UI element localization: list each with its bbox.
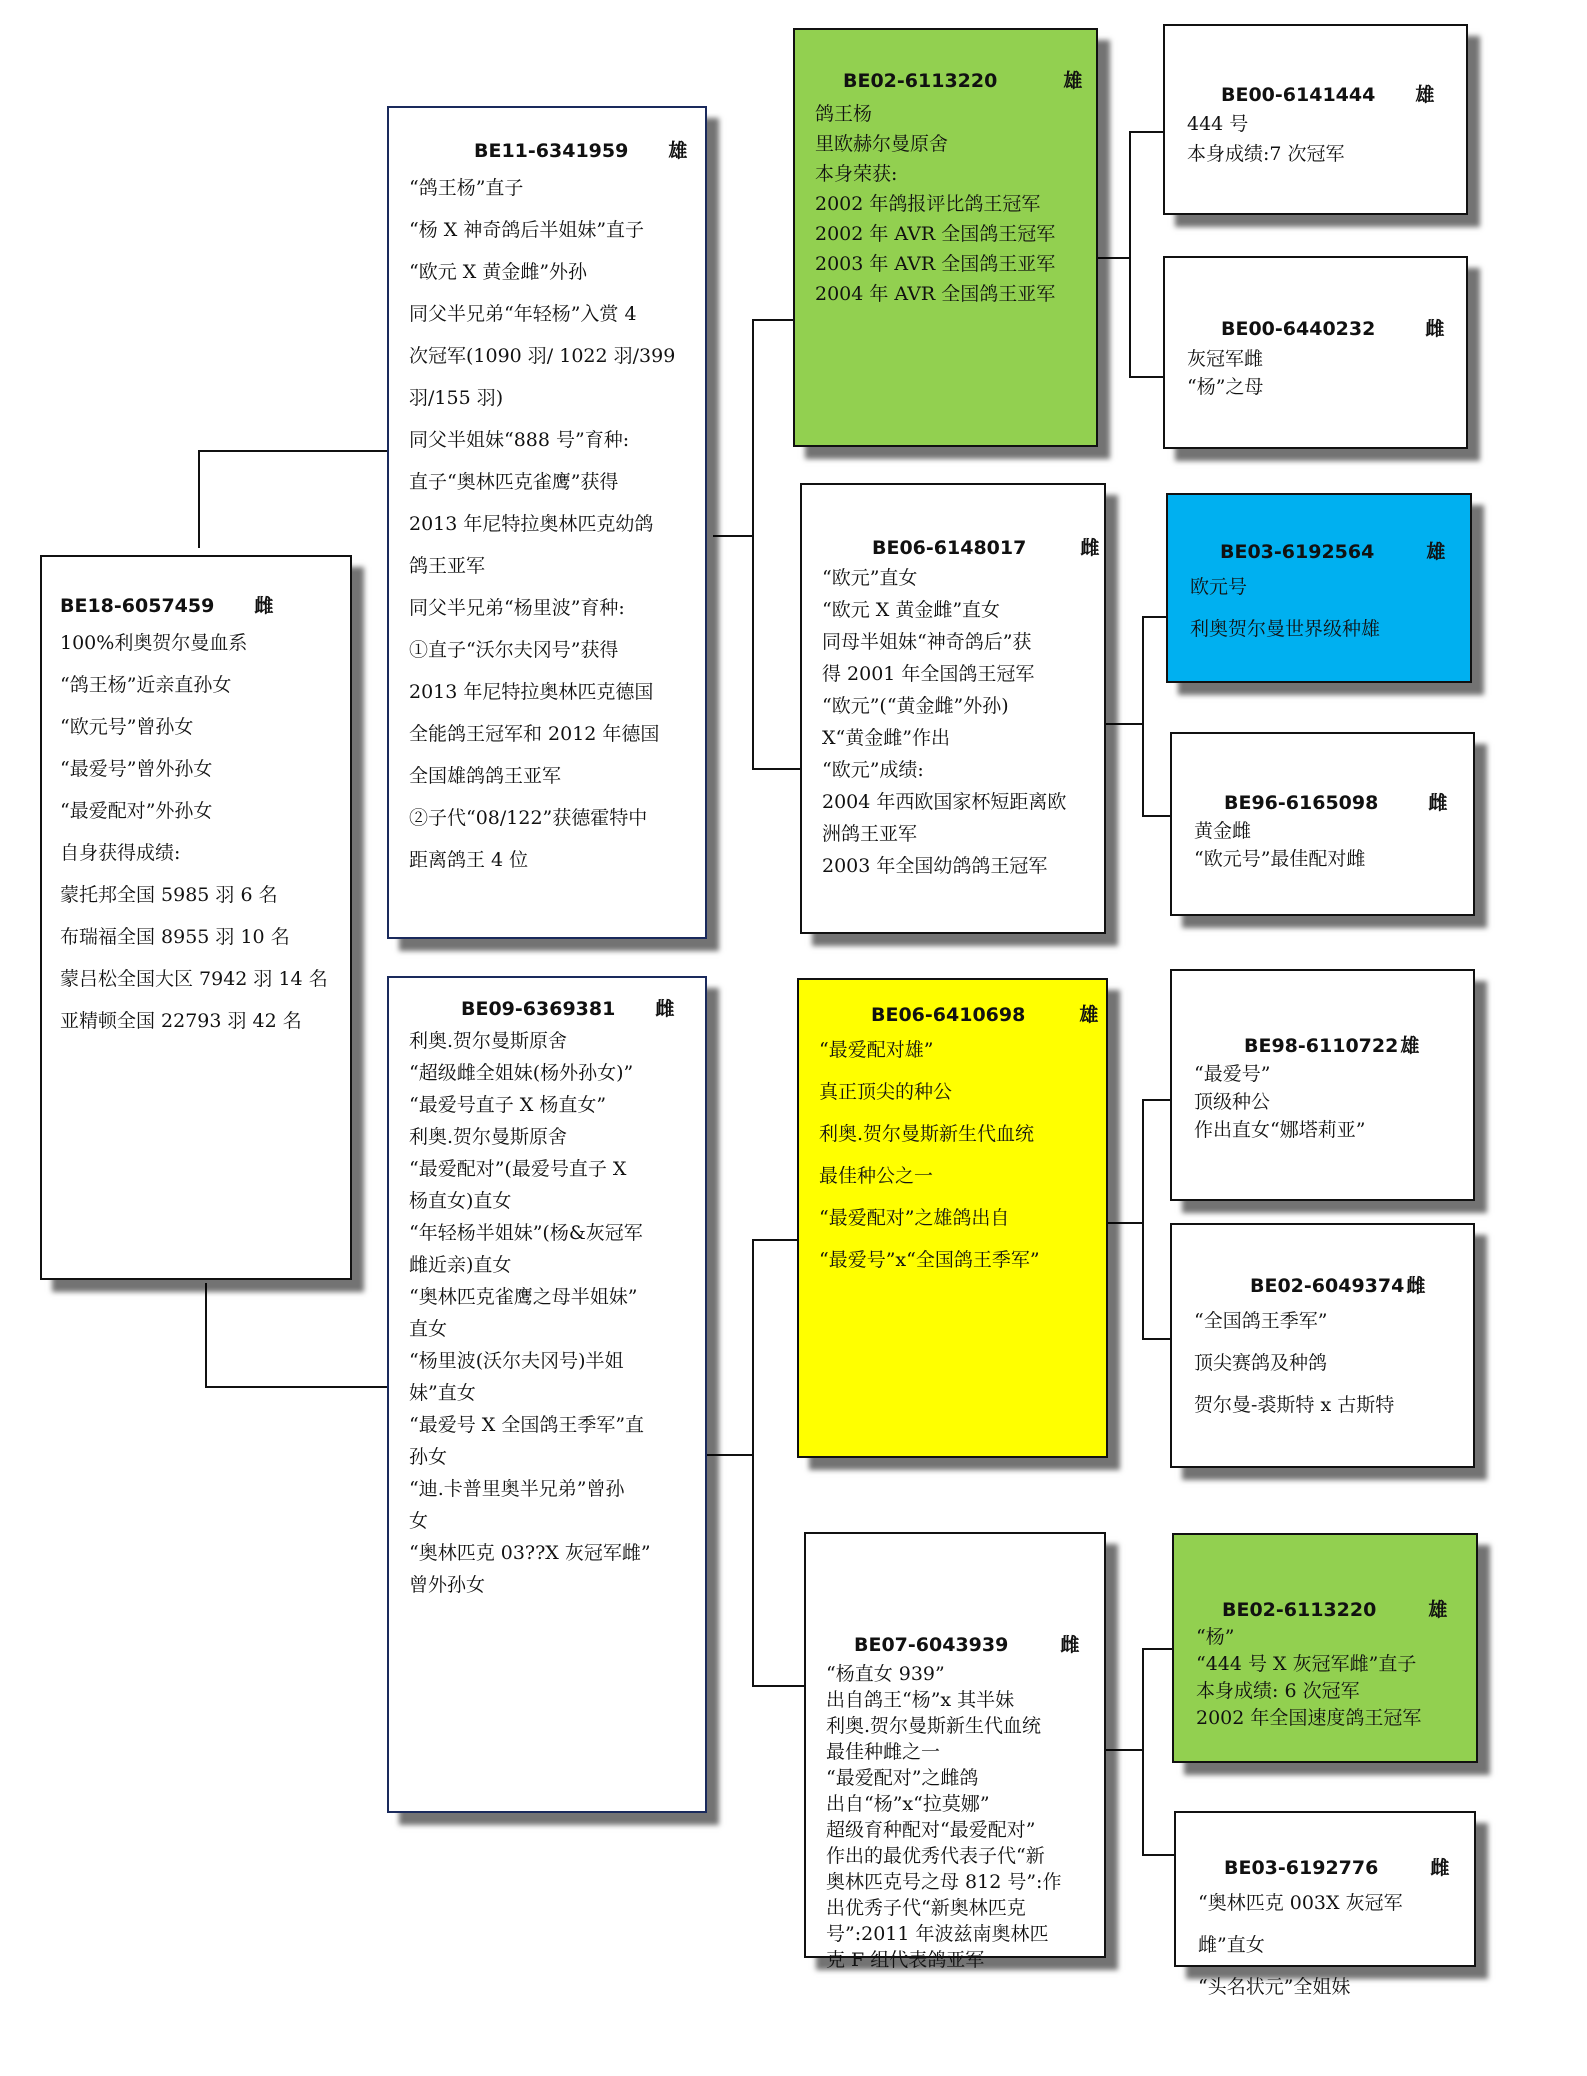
- dam-sire-id: BE06-6410698: [871, 1004, 1026, 1026]
- ssd-sex: 雌: [1425, 318, 1445, 340]
- detail-line: “最爱配对”之雌鸽: [826, 1767, 979, 1789]
- detail-line: 鸽王亚军: [409, 555, 486, 577]
- detail-line: 奥林匹克号之母 812 号”:作: [826, 1871, 1062, 1893]
- ssd-header: [1187, 314, 1466, 341]
- detail-line: “欧元号”最佳配对雌: [1194, 848, 1366, 870]
- detail-line: 利奥.贺尔曼斯新生代血统: [819, 1123, 1035, 1145]
- dss-sex: 雄: [1400, 1035, 1420, 1057]
- detail-line: “欧元 X 黄金雌”外孙: [409, 261, 588, 283]
- dam-sire-details: [819, 1027, 1106, 1281]
- dam-sire-header: [819, 1000, 1106, 1027]
- detail-line: 2013 年尼特拉奥林匹克德国: [409, 681, 654, 703]
- detail-line: 得 2001 年全国鸽王冠军: [822, 663, 1035, 685]
- detail-line: “欧元号”曾孙女: [60, 716, 194, 738]
- detail-line: 直女: [409, 1318, 448, 1340]
- sds-id: BE03-6192564: [1220, 541, 1375, 563]
- detail-line: “鸽王杨”近亲直孙女: [60, 674, 232, 696]
- detail-line: “最爱配对雄”: [819, 1039, 934, 1061]
- detail-line: “杨”: [1196, 1626, 1235, 1648]
- detail-line: 克 F 组代表鸽亚军: [826, 1949, 985, 1971]
- sire-card[interactable]: [387, 106, 707, 939]
- sss-details: [1187, 107, 1466, 169]
- detail-line: “444 号 X 灰冠军雌”直子: [1196, 1653, 1417, 1675]
- dss-header: [1194, 1031, 1473, 1058]
- detail-line: 雌近亲)直女: [409, 1254, 512, 1276]
- detail-line: “杨里波(沃尔夫冈号)半姐: [409, 1350, 624, 1372]
- sss-header: [1187, 80, 1466, 107]
- ddd-id: BE03-6192776: [1224, 1857, 1379, 1879]
- sire-sire-id: BE02-6113220: [843, 70, 998, 92]
- sire-dam-sex: 雌: [1080, 537, 1100, 559]
- dam-dam-sex: 雌: [1060, 1634, 1080, 1656]
- dam-sire-sex: 雄: [1079, 1004, 1099, 1026]
- detail-line: 灰冠军雌: [1187, 348, 1264, 370]
- dss-card[interactable]: [1170, 969, 1475, 1201]
- detail-line: “奥林匹克 003X 灰冠军: [1198, 1892, 1403, 1914]
- detail-line: “杨直女 939”: [826, 1663, 945, 1685]
- sss-card[interactable]: [1163, 24, 1468, 215]
- subject-id: BE18-6057459: [60, 595, 215, 617]
- detail-line: X“黄金雌”作出: [822, 727, 950, 749]
- sire-id: BE11-6341959: [474, 140, 629, 162]
- sds-sex: 雄: [1426, 541, 1446, 563]
- detail-line: 顶级种公: [1194, 1091, 1271, 1113]
- detail-line: “欧元 X 黄金雌”直女: [822, 599, 1001, 621]
- detail-line: “最爱号直子 X 杨直女”: [409, 1094, 607, 1116]
- dsd-details: [1194, 1298, 1473, 1426]
- detail-line: 作出直女“娜塔莉亚”: [1194, 1119, 1366, 1141]
- subject-header: [60, 591, 350, 618]
- sire-header: [409, 136, 705, 163]
- detail-line: “最爱配对”之雄鸽出自: [819, 1207, 1010, 1229]
- detail-line: 全国雄鸽鸽王亚军: [409, 765, 562, 787]
- detail-line: “奥林匹克雀鹰之母半姐妹”: [409, 1286, 638, 1308]
- detail-line: 作出的最优秀代表子代“新: [826, 1845, 1045, 1867]
- detail-line: “鸽王杨”直子: [409, 177, 524, 199]
- sire-details: [409, 163, 705, 881]
- dsd-card[interactable]: [1170, 1223, 1475, 1468]
- dsd-header: [1194, 1271, 1473, 1298]
- detail-line: 里欧赫尔曼原舍: [815, 133, 949, 155]
- detail-line: “杨 X 神奇鸽后半姐妹”直子: [409, 219, 645, 241]
- detail-line: 亚精顿全国 22793 羽 42 名: [60, 1010, 302, 1032]
- sdd-id: BE96-6165098: [1224, 792, 1379, 814]
- subject-details: [60, 618, 350, 1042]
- sire-dam-id: BE06-6148017: [872, 537, 1027, 559]
- detail-line: 出优秀子代“新奥林匹克: [826, 1897, 1026, 1919]
- ssd-details: [1187, 341, 1466, 401]
- detail-line: 鸽王杨: [815, 103, 873, 125]
- detail-line: 同父半姐妹“888 号”育种:: [409, 429, 630, 451]
- detail-line: 2004 年西欧国家杯短距离欧: [822, 791, 1067, 813]
- detail-line: 本身荣获:: [815, 163, 898, 185]
- detail-line: “欧元”(“黄金雌”外孙): [822, 695, 1009, 717]
- detail-line: 曾外孙女: [409, 1574, 486, 1596]
- sss-id: BE00-6141444: [1221, 84, 1376, 106]
- detail-line: “超级雌全姐妹(杨外孙女)”: [409, 1062, 634, 1084]
- detail-line: 本身成绩:7 次冠军: [1187, 143, 1345, 165]
- detail-line: 2003 年 AVR 全国鸽王亚军: [815, 253, 1056, 275]
- dam-sex: 雌: [655, 998, 675, 1020]
- sire-sire-details: [815, 93, 1096, 309]
- dam-dam-details: [826, 1657, 1104, 1973]
- detail-line: “最爱号”: [1194, 1063, 1271, 1085]
- dam-dam-id: BE07-6043939: [854, 1634, 1009, 1656]
- dss-details: [1194, 1058, 1473, 1144]
- detail-line: “最爱配对”外孙女: [60, 800, 213, 822]
- detail-line: 2002 年鸽报评比鸽王冠军: [815, 193, 1041, 215]
- dds-id: BE02-6113220: [1222, 1599, 1377, 1621]
- detail-line: 真正顶尖的种公: [819, 1081, 953, 1103]
- sire-dam-details: [822, 560, 1104, 882]
- sdd-header: [1194, 788, 1473, 815]
- detail-line: 距离鸽王 4 位: [409, 849, 529, 871]
- detail-line: 全能鸽王冠军和 2012 年德国: [409, 723, 660, 745]
- detail-line: 顶尖赛鸽及种鸽: [1194, 1352, 1328, 1374]
- detail-line: 利奥贺尔曼世界级种雄: [1190, 618, 1381, 640]
- detail-line: 蒙托邦全国 5985 羽 6 名: [60, 884, 278, 906]
- detail-line: 2003 年全国幼鸽鸽王冠军: [822, 855, 1048, 877]
- sire-sire-header: [815, 66, 1096, 93]
- detail-line: 利奥.贺尔曼斯原舍: [409, 1030, 568, 1052]
- dam-header: [409, 994, 705, 1021]
- dsd-id: BE02-6049374: [1250, 1275, 1405, 1297]
- ssd-id: BE00-6440232: [1221, 318, 1376, 340]
- detail-line: “年轻杨半姐妹”(杨&灰冠军: [409, 1222, 643, 1244]
- sire-dam-card[interactable]: [800, 483, 1106, 934]
- sdd-details: [1194, 815, 1473, 873]
- detail-line: 羽/155 羽): [409, 387, 504, 409]
- detail-line: 同父半兄弟“杨里波”育种:: [409, 597, 625, 619]
- detail-line: “欧元”直女: [822, 567, 918, 589]
- sds-card[interactable]: [1166, 493, 1472, 683]
- subject-sex: 雌: [254, 595, 274, 617]
- detail-line: 欧元号: [1190, 576, 1248, 598]
- dam-details: [409, 1021, 705, 1601]
- ddd-header: [1198, 1853, 1474, 1880]
- ddd-sex: 雌: [1430, 1857, 1450, 1879]
- detail-line: ②子代“08/122”获德霍特中: [409, 807, 648, 829]
- detail-line: “欧元”成绩:: [822, 759, 924, 781]
- detail-line: ①直子“沃尔夫冈号”获得: [409, 639, 619, 661]
- detail-line: 女: [409, 1510, 429, 1532]
- detail-line: 本身成绩: 6 次冠军: [1196, 1680, 1360, 1702]
- ssd-card[interactable]: [1163, 256, 1468, 449]
- detail-line: 出自“杨”x“拉莫娜”: [826, 1793, 990, 1815]
- detail-line: 直子“奥林匹克雀鹰”获得: [409, 471, 619, 493]
- detail-line: 444 号: [1187, 113, 1249, 135]
- detail-line: 利奥.贺尔曼斯原舍: [409, 1126, 568, 1148]
- dam-dam-card[interactable]: [804, 1532, 1106, 1971]
- sss-sex: 雄: [1415, 84, 1435, 106]
- detail-line: 次冠军(1090 羽/ 1022 羽/399: [409, 345, 676, 367]
- detail-line: “最爱号 X 全国鸽王季军”直: [409, 1414, 645, 1436]
- detail-line: 同父半兄弟“年轻杨”入赏 4: [409, 303, 637, 325]
- sire-sex: 雄: [668, 140, 688, 162]
- detail-line: 超级育种配对“最爱配对”: [826, 1819, 1036, 1841]
- ddd-card[interactable]: [1174, 1811, 1476, 1998]
- dds-header: [1196, 1595, 1476, 1622]
- detail-line: 妹”直女: [409, 1382, 476, 1404]
- dsd-sex: 雌: [1406, 1275, 1426, 1297]
- sdd-card[interactable]: [1170, 732, 1475, 916]
- detail-line: “全国鸽王季军”: [1194, 1310, 1328, 1332]
- detail-line: 自身获得成绩:: [60, 842, 181, 864]
- detail-line: 雌”直女: [1198, 1934, 1265, 1956]
- detail-line: “最爱号”曾外孙女: [60, 758, 213, 780]
- detail-line: 最佳种公之一: [819, 1165, 934, 1187]
- ddd-details: [1198, 1880, 1474, 2008]
- dds-details: [1196, 1622, 1476, 1732]
- detail-line: 贺尔曼-裘斯特 x 古斯特: [1194, 1394, 1395, 1416]
- detail-line: “头名状元”全姐妹: [1198, 1976, 1351, 1998]
- detail-line: 最佳种雌之一: [826, 1741, 941, 1763]
- detail-line: 洲鸽王亚军: [822, 823, 918, 845]
- sdd-sex: 雌: [1428, 792, 1448, 814]
- sds-details: [1190, 564, 1470, 650]
- detail-line: “杨”之母: [1187, 376, 1264, 398]
- detail-line: “奥林匹克 03??X 灰冠军雌”: [409, 1542, 651, 1564]
- detail-line: 2002 年 AVR 全国鸽王冠军: [815, 223, 1056, 245]
- detail-line: 蒙吕松全国大区 7942 羽 14 名: [60, 968, 328, 990]
- sire-dam-header: [822, 533, 1104, 560]
- dam-card[interactable]: [387, 976, 707, 1813]
- sire-sire-card[interactable]: [793, 28, 1098, 447]
- detail-line: 孙女: [409, 1446, 448, 1468]
- subject-card[interactable]: [40, 555, 352, 1280]
- detail-line: 100%利奥贺尔曼血系: [60, 632, 248, 654]
- detail-line: “最爱配对”(最爱号直子 X: [409, 1158, 627, 1180]
- dss-id: BE98-6110722: [1244, 1035, 1399, 1057]
- dds-sex: 雄: [1428, 1599, 1448, 1621]
- detail-line: “最爱号”x“全国鸽王季军”: [819, 1249, 1040, 1271]
- dam-id: BE09-6369381: [461, 998, 616, 1020]
- detail-line: 号”:2011 年波兹南奥林匹: [826, 1923, 1049, 1945]
- detail-line: 2013 年尼特拉奥林匹克幼鸽: [409, 513, 654, 535]
- detail-line: 同母半姐妹“神奇鸽后”获: [822, 631, 1032, 653]
- detail-line: 杨直女)直女: [409, 1190, 512, 1212]
- sds-header: [1190, 537, 1470, 564]
- dam-dam-header: [826, 1630, 1104, 1657]
- detail-line: 利奥.贺尔曼斯新生代血统: [826, 1715, 1042, 1737]
- dam-sire-card[interactable]: [797, 978, 1108, 1458]
- detail-line: “迪.卡普里奥半兄弟”曾孙: [409, 1478, 625, 1500]
- detail-line: 2004 年 AVR 全国鸽王亚军: [815, 283, 1056, 305]
- detail-line: 黄金雌: [1194, 820, 1252, 842]
- sire-sire-sex: 雄: [1063, 70, 1083, 92]
- detail-line: 出自鸽王“杨”x 其半妹: [826, 1689, 1015, 1711]
- dds-card[interactable]: [1172, 1533, 1478, 1763]
- detail-line: 布瑞福全国 8955 羽 10 名: [60, 926, 290, 948]
- detail-line: 2002 年全国速度鸽王冠军: [1196, 1707, 1422, 1729]
